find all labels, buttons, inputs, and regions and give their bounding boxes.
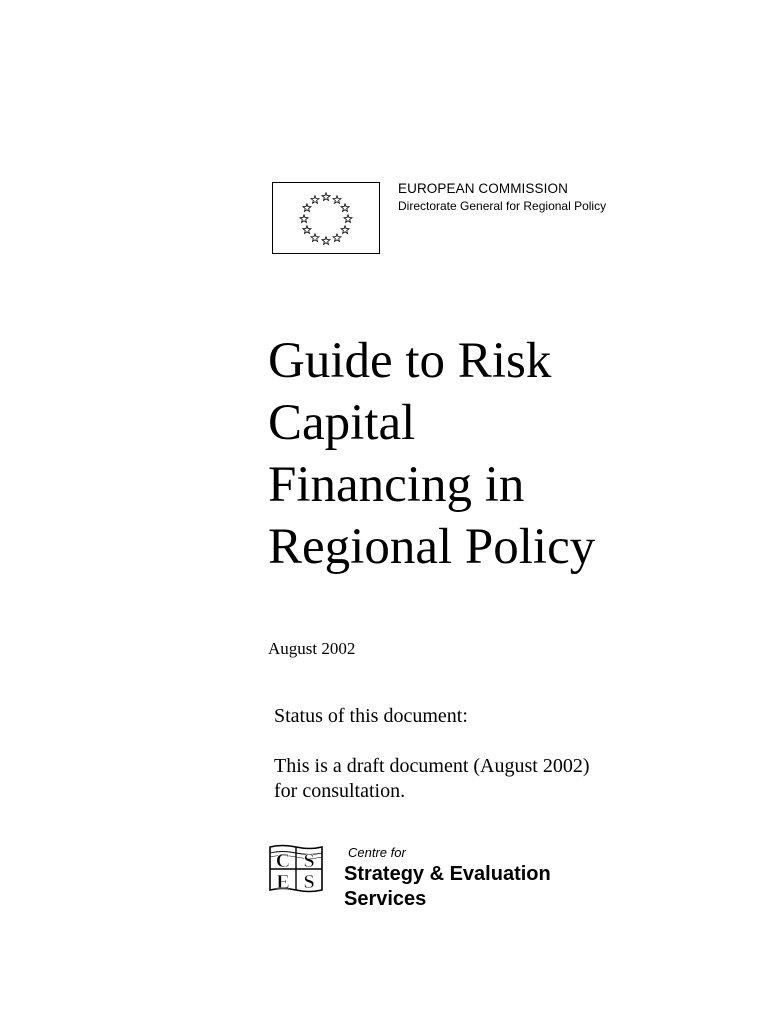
status-block: [274, 704, 590, 804]
organization-name: EUROPEAN COMMISSION: [398, 181, 568, 196]
directorate-name: Directorate General for Regional Policy: [398, 199, 607, 213]
logo-letter: C: [275, 850, 291, 872]
document-date: August 2002: [268, 639, 356, 658]
title-line: Capital: [268, 395, 416, 451]
header-organization: [398, 180, 606, 215]
title-line: Regional Policy: [268, 519, 596, 575]
eu-flag-icon: [272, 182, 380, 254]
flag-star-icon: [300, 215, 308, 223]
logo-letter: S: [303, 850, 315, 872]
flag-star-icon: [341, 204, 349, 212]
status-line: for consultation.: [274, 780, 406, 802]
flag-star-icon: [333, 234, 341, 242]
title-line: Financing in: [268, 457, 525, 513]
logo-letter: S: [303, 871, 315, 893]
cses-org-block: [344, 844, 551, 912]
cses-org-name-line: Strategy & Evaluation: [344, 863, 551, 885]
flag-star-icon: [311, 234, 319, 242]
cses-logo-icon: [267, 844, 325, 894]
document-title: [268, 330, 738, 578]
flag-star-icon: [311, 196, 319, 204]
flag-star-icon: [333, 196, 341, 204]
title-line: Guide to Risk: [268, 333, 552, 389]
centre-for-label: Centre for: [348, 845, 406, 860]
cses-org-name: [344, 862, 551, 912]
cses-org-name-line: Services: [344, 888, 427, 910]
flag-star-icon: [303, 204, 311, 212]
flag-star-icon: [322, 237, 330, 245]
status-label: Status of this document:: [274, 705, 468, 727]
flag-star-icon: [344, 215, 352, 223]
flag-star-icon: [303, 226, 311, 234]
logo-letter: E: [276, 871, 290, 893]
status-line: This is a draft document (August 2002): [274, 755, 590, 777]
flag-star-icon: [322, 193, 330, 201]
flag-star-icon: [341, 226, 349, 234]
